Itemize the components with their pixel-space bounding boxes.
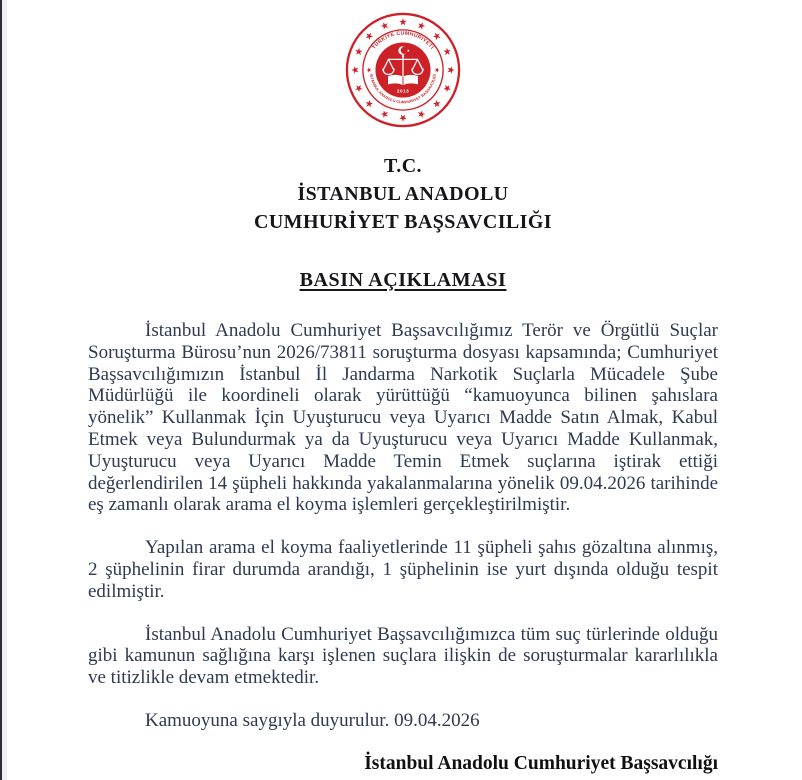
body-paragraph-3: İstanbul Anadolu Cumhuriyet Başsavcılığımızca tüm suç türlerinde olduğu gibi kamunun sağlığına karşı işlenen suçlara ilişkin de soruşturmalar kararlılıkla ve titizlikle devam etmektedir.	[88, 623, 718, 689]
letterhead	[88, 152, 718, 236]
document-content	[2, 0, 802, 775]
document-body	[88, 320, 718, 775]
letterhead-line-office: CUMHURİYET BAŞSAVCILIĞI	[254, 211, 552, 233]
letterhead-line-city: İSTANBUL ANADOLU	[297, 183, 509, 205]
prosecutor-emblem-icon	[345, 12, 461, 128]
body-paragraph-1: İstanbul Anadolu Cumhuriyet Başsavcılığımız Terör ve Örgütlü Suçlar Soruşturma Bürosu’nun 2026/73811 soruşturma dosyası kapsamında; Cumhuriyet Başsavcılığımızın İstanbul İl Jandarma Narkotik Suçlarla Mücadele Şube Müdürlüğü ile koordineli olarak yürüttüğü “kamuoyunca bilinen şahıslara yönelik” Kullanmak İçin Uyuşturucu veya Uyarıcı Madde Satın Almak, Kabul Etmek veya Bulundurmak ya da Uyuşturucu veya Uyarıcı Madde Kullanmak, Uyuşturucu veya Uyarıcı Madde Temin Etmek suçlarına iştirak ettiği değerlendirilen 14 şüpheli hakkında yakalanmalarına yönelik 09.04.2026 tarihinde eş zamanlı olarak arama el koyma işlemleri gerçekleştirilmiştir.	[88, 320, 718, 516]
emblem-bottom-arc-text: İSTANBUL ANADOLU CUMHURİYET BAŞSAVCILIĞI	[368, 73, 438, 105]
closing-line: Kamuoyuna saygıyla duyurulur. 09.04.2026	[145, 709, 480, 731]
emblem-container	[88, 0, 718, 128]
signature-line: İstanbul Anadolu Cumhuriyet Başsavcılığı	[364, 752, 718, 774]
emblem-year-text: 2013	[396, 89, 410, 95]
body-paragraph-2: Yapılan arama el koyma faaliyetlerinde 11 şüpheli şahıs gözaltına alınmış, 2 şüphelinin firar durumda arandığı, 1 şüphelinin ise yurt dışında olduğu tespit edilmiştir.	[88, 537, 718, 602]
emblem-top-arc-text: TÜRKİYE CUMHURİYETİ	[371, 30, 435, 51]
document-title: BASIN AÇIKLAMASI	[299, 269, 507, 291]
letterhead-line-tc: T.C.	[384, 155, 422, 177]
